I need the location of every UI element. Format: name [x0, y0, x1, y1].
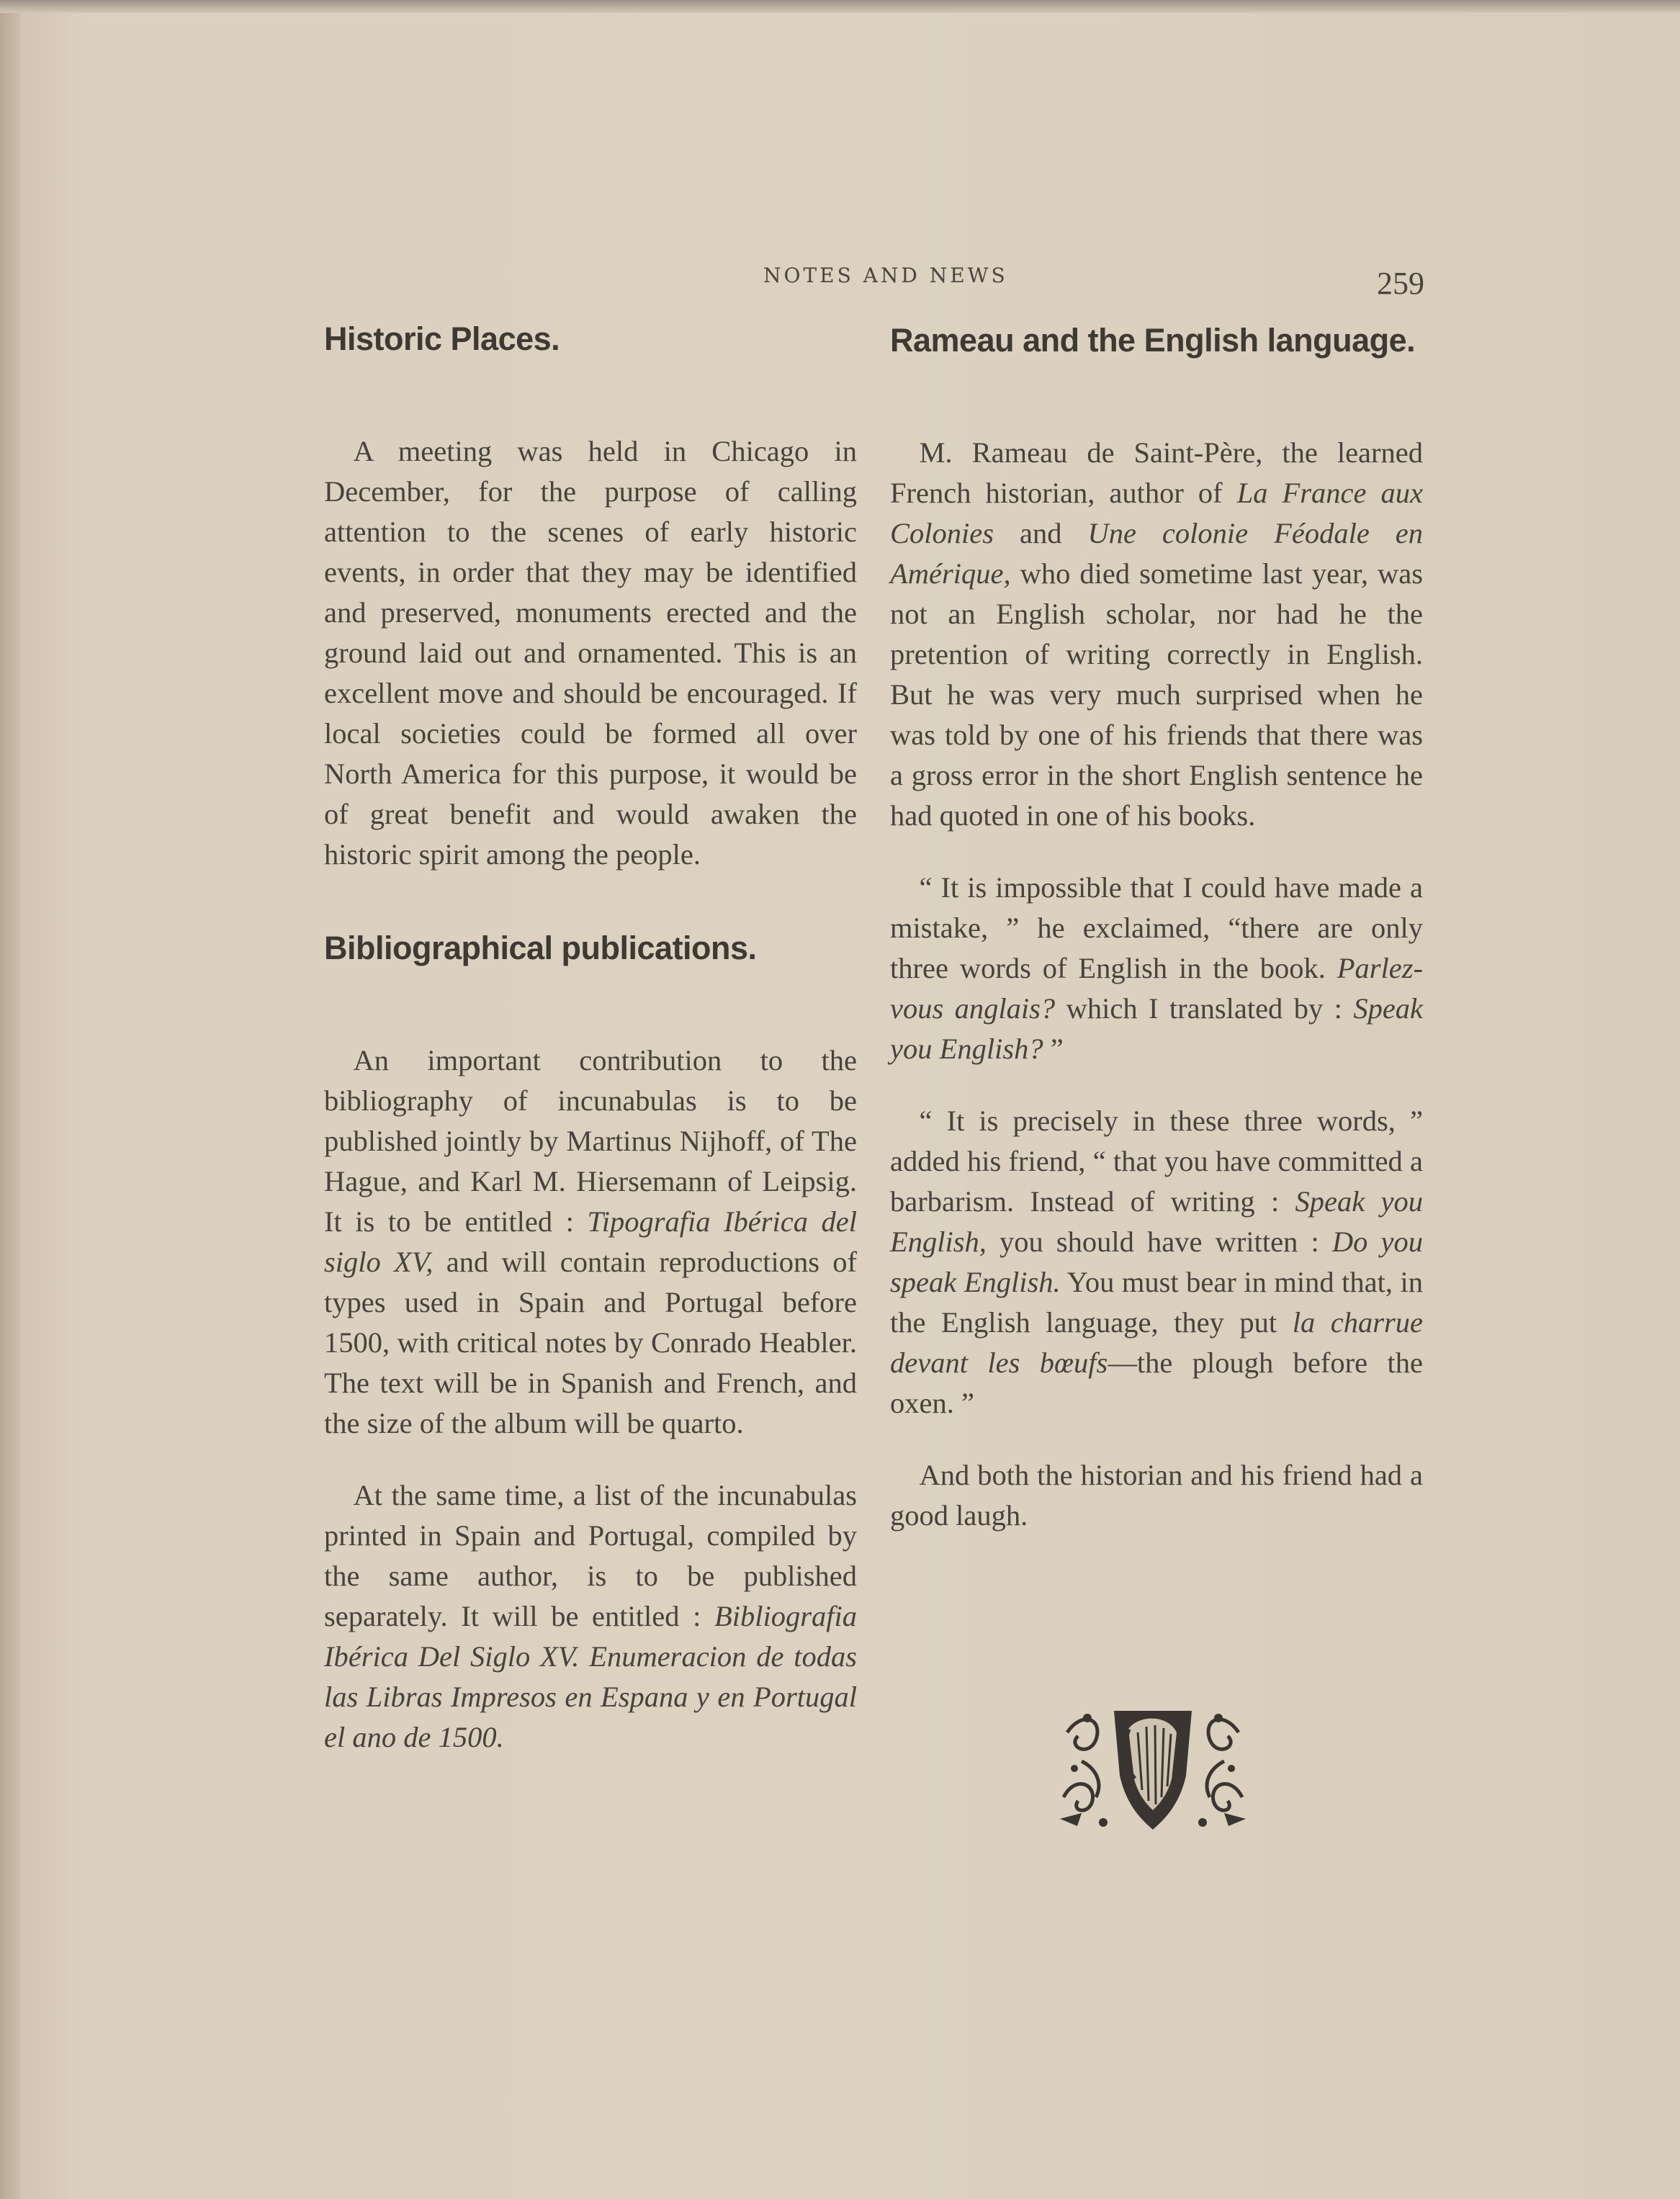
rameau-paragraph-3	[890, 1101, 1423, 1424]
rameau-p1-title-2: Une colonie Féodale en Amérique,	[890, 517, 1424, 590]
right-column	[890, 322, 1423, 1536]
rameau-p2-italic-1: Parlez-vous anglais?	[890, 952, 1423, 1025]
rameau-p2-text-a: “ It is impossible that I could have made a mistake, ” he exclaimed, “there are only three words of English in the book.	[890, 871, 1423, 984]
rameau-p3-text-c: You must bear in mind that, in the English language, they put	[890, 1266, 1424, 1339]
rameau-p3-text-d: —the plough before the oxen. ”	[890, 1346, 1423, 1419]
page-top-edge	[0, 0, 1680, 13]
rameau-p3-italic-2: Do you speak English.	[890, 1226, 1424, 1298]
bibliographical-p2-title: Bibliografia Ibérica Del Siglo XV. Enumeracion de todas las Libras Impresos en Espana y en Portugal el ano de 1500.	[324, 1600, 857, 1753]
rameau-p2-italic-2: Speak you English?	[890, 992, 1424, 1065]
bibliographical-p2-text: At the same time, a list of the incunabulas printed in Spain and Portugal, compiled by the same author, is to be published separately. It will be entitled :	[324, 1479, 857, 1632]
historic-places-paragraph	[324, 431, 857, 875]
page-number: 259	[1377, 266, 1424, 301]
rameau-p4-text: And both the historian and his friend had a good laugh.	[890, 1459, 1423, 1532]
section-heading-rameau: Rameau and the English language.	[890, 322, 1416, 359]
bibliographical-p1-text: An important contribution to the bibliography of incunabulas is to be published jointly by Martinus Nijhoff, of The Hague, and Karl M. Hiersemann of Leipsig. It is to be entitled :	[324, 1044, 857, 1238]
rameau-p3-italic-1: Speak you English,	[890, 1185, 1424, 1258]
section-heading-historic-places: Historic Places.	[324, 320, 560, 357]
rameau-p3-text-a: “ It is precisely in these three words, ” added his friend, “ that you have committed a barbarism. Instead of writing :	[890, 1105, 1423, 1218]
bibliographical-paragraph-2	[324, 1475, 857, 1758]
rameau-p2-text-c: ”	[1050, 1033, 1064, 1065]
bibliographical-p1-title: Tipografia Ibérica del siglo XV,	[324, 1205, 857, 1278]
rameau-p1-and: and	[1020, 517, 1062, 549]
page-binding-edge	[0, 0, 20, 2199]
left-column	[324, 320, 857, 1758]
rameau-p1-title-1: La France aux Colonies	[890, 477, 1423, 549]
harp-ornament-icon	[1053, 1689, 1253, 1840]
section-heading-bibliographical: Bibliographical publications.	[324, 930, 757, 966]
running-head: NOTES AND NEWS	[763, 264, 1008, 287]
rameau-p3-italic-3: la charrue devant les bœufs	[890, 1306, 1423, 1379]
rameau-paragraph-1	[890, 433, 1423, 836]
rameau-paragraph-4	[890, 1455, 1423, 1536]
historic-places-text: A meeting was held in Chicago in December, for the purpose of calling attention to the scenes of early historic events, in order that they may be identified and preserved, monuments erected and the ground laid out and ornamented. This is an excellent move and should be encouraged. If local societies could be formed all over North America for this purpose, it would be of great benefit and would awaken the historic spirit among the people.	[324, 435, 857, 871]
rameau-paragraph-2	[890, 868, 1423, 1069]
rameau-p1-text-b: who died sometime last year, was not an English scholar, nor had he the pretention of writing correctly in English. But he was very much surprised when he was told by one of his friends that there was a gross error in the short English sentence he had quoted in one of his books.	[890, 557, 1423, 832]
rameau-p3-text-b: you should have written :	[1000, 1226, 1319, 1258]
rameau-p2-text-b: which I translated by :	[1066, 992, 1342, 1025]
rameau-p1-text-a: M. Rameau de Saint-Père, the learned French historian, author of	[890, 436, 1423, 509]
bibliographical-p1-tail: and will contain reproductions of types used in Spain and Portugal before 1500, with critical notes by Conrado Heabler. The text will be in Spanish and French, and the size of the album will be quarto.	[324, 1246, 857, 1439]
bibliographical-paragraph-1	[324, 1040, 857, 1444]
